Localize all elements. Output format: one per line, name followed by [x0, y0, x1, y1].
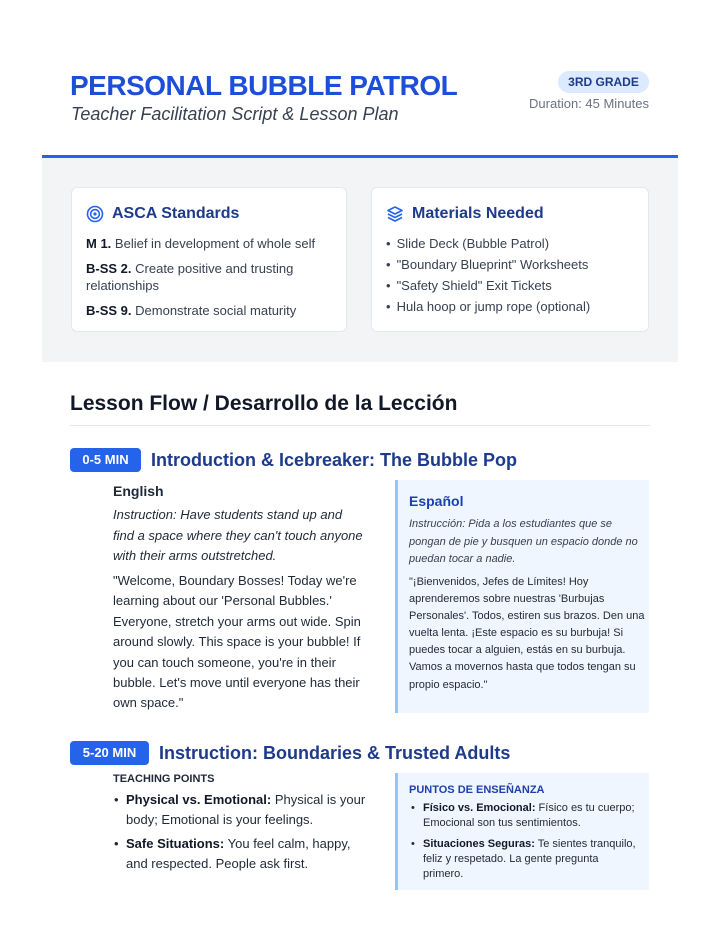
spanish-panel: [395, 480, 649, 713]
standard-item: [86, 302, 336, 319]
point-term: Physical vs. Emotional:: [126, 792, 272, 807]
list-item: [409, 801, 637, 831]
materials-list: [386, 235, 644, 319]
materials-heading-label: Materials Needed: [412, 205, 544, 222]
layers-icon: [386, 205, 404, 223]
standards-heading: [86, 205, 239, 223]
standard-code: B-SS 2.: [86, 261, 132, 276]
teaching-points-label: TEACHING POINTS: [113, 773, 215, 785]
materials-heading: [386, 205, 544, 223]
material-item: • Slide Deck (Bubble Patrol): [386, 235, 644, 256]
point-text: Te sientes tranquilo, feliz y respetado. La gente pregunta primero.: [423, 838, 636, 880]
standards-heading-label: ASCA Standards: [112, 205, 240, 222]
grade-badge: 3RD GRADE: [558, 71, 649, 93]
standard-code: M 1.: [86, 236, 112, 251]
page-title: PERSONAL BUBBLE PATROL: [70, 70, 458, 101]
point-term: Situaciones Seguras:: [423, 838, 535, 850]
page-subtitle: Teacher Facilitation Script & Lesson Plan: [71, 104, 399, 124]
material-item: • "Boundary Blueprint" Worksheets: [386, 256, 644, 277]
list-item: [113, 790, 375, 829]
spanish-script: "¡Bienvenidos, Jefes de Límites! Hoy aprenderemos sobre nuestras 'Burbujas Personales'. Todos, estiren sus brazos. Den una vuelta lenta. ¡Este espacio es su burbuja! Si puedes tocar a alguien, estás en su burbuja. Vamos a movernos hasta que todos tengan su propio espacio.": [409, 576, 645, 691]
list-item: [409, 837, 637, 882]
spanish-teaching-points-list: [409, 801, 637, 888]
standards-card: [71, 187, 347, 332]
step-title: Introduction & Icebreaker: The Bubble Pop: [151, 450, 518, 470]
step-title: Instruction: Boundaries & Trusted Adults: [159, 743, 511, 763]
point-text: Físico es tu cuerpo; Emocional son tus sentimientos.: [423, 802, 635, 829]
english-script: "Welcome, Boundary Bosses! Today we're learning about our 'Personal Bubbles.' Everyone, stretch your arms out wide. Spin around slowly. This space is your bubble! If you can touch someone, you're in their bubble. Let's move until everyone has their own space.": [113, 573, 361, 711]
spanish-teaching-points-label: PUNTOS DE ENSEÑANZA: [409, 784, 545, 796]
material-item: • "Safety Shield" Exit Tickets: [386, 277, 644, 298]
section-divider: [70, 425, 650, 426]
standard-text: Demonstrate social maturity: [135, 303, 297, 318]
english-label: English: [113, 483, 164, 499]
point-text: Physical is your body; Emotional is your feelings.: [126, 792, 366, 827]
standard-text: Create positive and trusting relationships: [86, 261, 294, 293]
duration-label: Duration: 45 Minutes: [529, 96, 649, 111]
list-item: [113, 834, 375, 873]
standard-item: [86, 260, 336, 294]
target-icon: [86, 205, 104, 223]
teaching-points-list: [113, 790, 375, 878]
point-term: Safe Situations:: [126, 836, 225, 851]
material-item: • Hula hoop or jump rope (optional): [386, 298, 644, 319]
standards-list: [86, 235, 336, 327]
spanish-panel: [395, 773, 649, 890]
time-badge: 0-5 MIN: [70, 448, 141, 472]
spanish-label: Español: [409, 493, 464, 509]
materials-card: [371, 187, 649, 332]
point-term: Físico vs. Emocional:: [423, 802, 536, 814]
standard-text: Belief in development of whole self: [114, 236, 316, 251]
lesson-flow-heading: Lesson Flow / Desarrollo de la Lección: [70, 392, 458, 415]
standard-item: [86, 235, 336, 252]
english-instruction: Instruction: Have students stand up and find a space where they can't touch anyone with their arms outstretched.: [113, 507, 363, 563]
time-badge: 5-20 MIN: [70, 741, 149, 765]
standard-code: B-SS 9.: [86, 303, 132, 318]
spanish-instruction: Instrucción: Pida a los estudiantes que se pongan de pie y busquen un espacio donde no puedan tocar a nadie.: [409, 518, 638, 565]
point-text: You feel calm, happy, and respected. People ask first.: [126, 836, 351, 871]
